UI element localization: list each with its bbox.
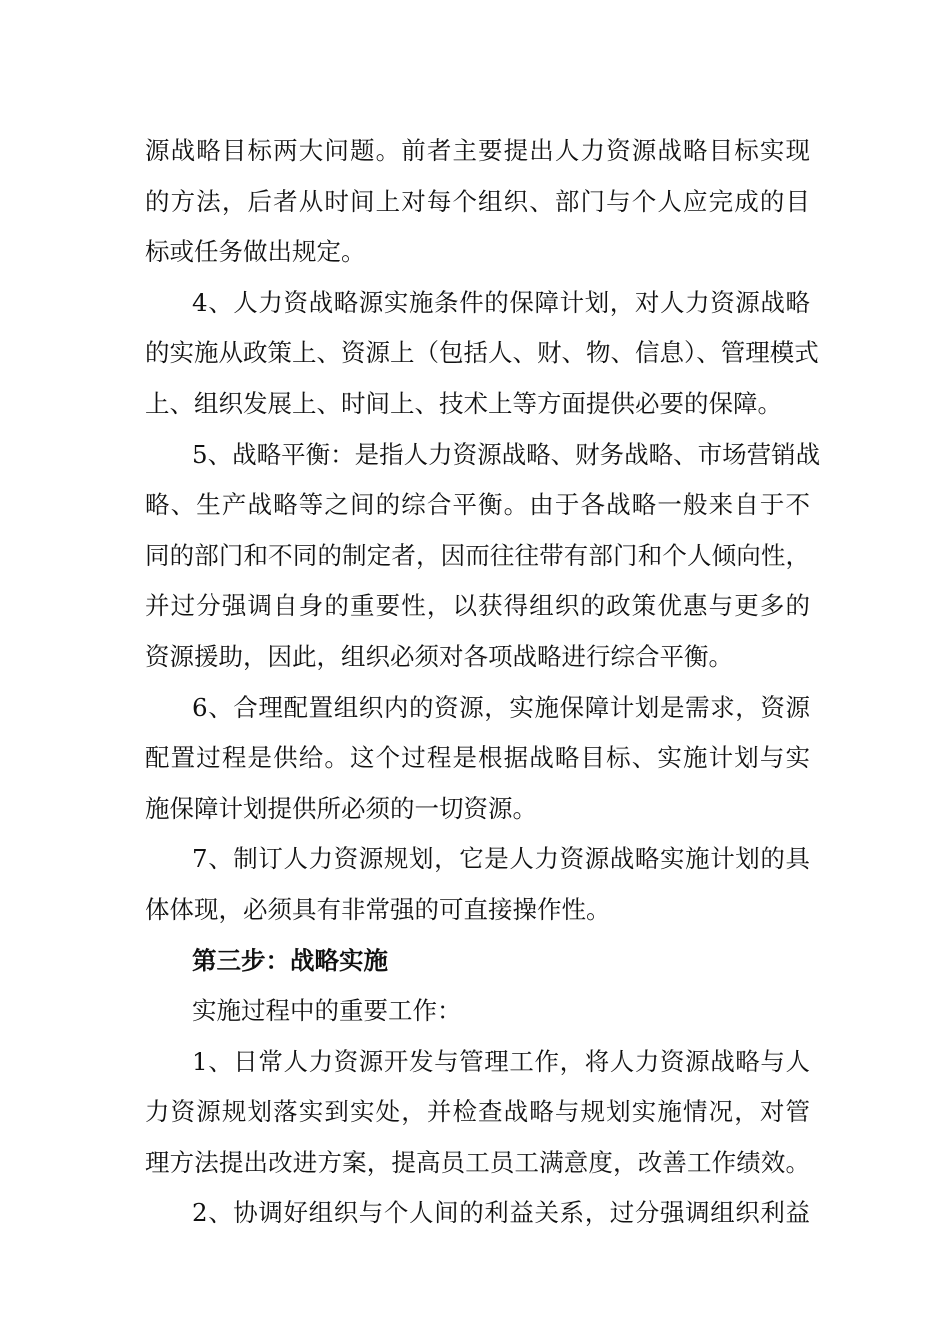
text-line: 标或任务做出规定。 <box>145 237 366 267</box>
text-line: 配置过程是供给。这个过程是根据战略目标、实施计划与实 <box>145 743 810 773</box>
paragraph-7-line: 7、制订人力资源规划，它是人力资源战略实施计划的具 <box>192 844 810 874</box>
paragraph-6-line: 6、合理配置组织内的资源，实施保障计划是需求，资源 <box>192 692 810 722</box>
text-line: 施保障计划提供所必须的一切资源。 <box>145 793 537 823</box>
paragraph-1-line: 1、日常人力资源开发与管理工作，将人力资源战略与人 <box>192 1046 810 1076</box>
text-line: 理方法提出改进方案，提高员工员工满意度，改善工作绩效。 <box>145 1147 810 1177</box>
text-line: 资源援助，因此，组织必须对各项战略进行综合平衡。 <box>145 641 733 671</box>
document-body <box>145 126 821 1239</box>
paragraph-4-line: 4、人力资战略源实施条件的保障计划，对人力资源战略 <box>192 287 810 317</box>
text-line: 的实施从政策上、资源上（包括人、财、物、信息）、管理模式 <box>145 338 819 368</box>
section-heading: 第三步：战略实施 <box>192 945 388 975</box>
text-line: 源战略目标两大问题。前者主要提出人力资源战略目标实现 <box>145 136 810 165</box>
text-line: 并过分强调自身的重要性，以获得组织的政策优惠与更多的 <box>145 591 810 621</box>
text-line: 体体现，必须具有非常强的可直接操作性。 <box>145 894 611 924</box>
text-line: 同的部门和不同的制定者，因而往往带有部门和个人倾向性， <box>145 540 810 570</box>
paragraph-2-line: 2、协调好组织与个人间的利益关系，过分强调组织利益 <box>192 1198 810 1228</box>
text-line: 略、生产战略等之间的综合平衡。由于各战略一般来自于不 <box>145 490 810 520</box>
paragraph-5-line: 5、战略平衡：是指人力资源战略、财务战略、市场营销战 <box>192 439 821 469</box>
text-line: 的方法，后者从时间上对每个组织、部门与个人应完成的目 <box>145 186 810 216</box>
text-line: 力资源规划落实到实处，并检查战略与规划实施情况，对管 <box>145 1097 810 1127</box>
section-intro: 实施过程中的重要工作： <box>192 996 462 1026</box>
text-line: 上、组织发展上、时间上、技术上等方面提供必要的保障。 <box>145 388 782 418</box>
